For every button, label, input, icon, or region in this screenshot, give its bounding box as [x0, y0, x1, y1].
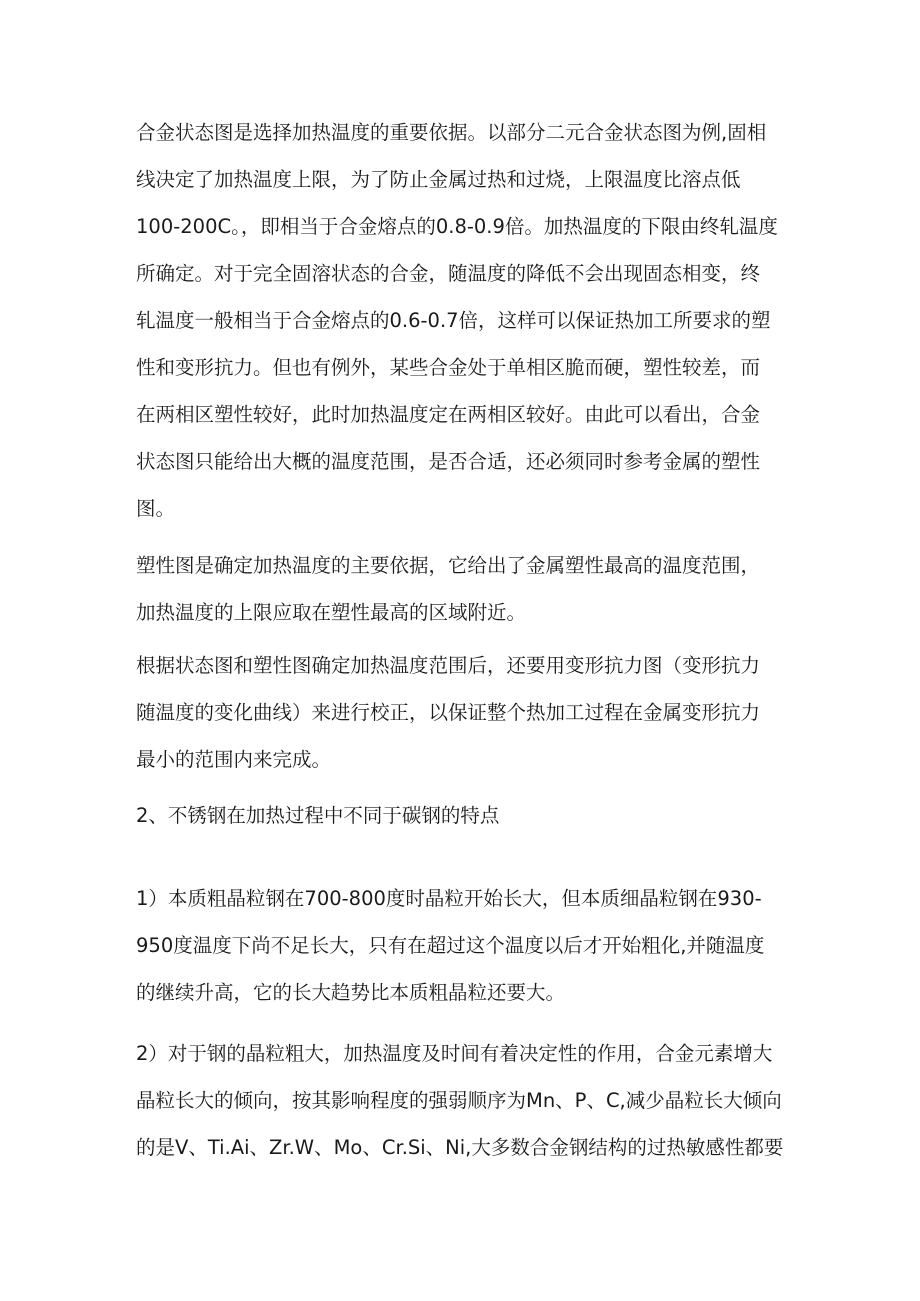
- text-line: 的是V、Ti.Ai、Zr.W、Mo、Cr.Si、Ni,大多数合金钢结构的过热敏感性都要: [136, 1136, 784, 1159]
- text-line: 线决定了加热温度上限，为了防止金属过热和过烧，上限温度比溶点低: [136, 168, 741, 191]
- text-line: 1）本质粗晶粒钢在700-800度时晶粒开始长大，但本质细晶粒钢在930-: [136, 887, 762, 910]
- text-line: 图。: [136, 497, 176, 520]
- text-line: 2）对于钢的晶粒粗大，加热温度及时间有着决定性的作用，合金元素增大: [136, 1042, 773, 1065]
- text-line: 随温度的变化曲线）来进行校正，以保证整个热加工过程在金属变形抗力: [136, 701, 761, 724]
- text-line: 所确定。对于完全固溶状态的合金，随温度的降低不会出现固态相变，终: [136, 262, 761, 285]
- section-heading: 2、不锈钢在加热过程中不同于碳钢的特点: [136, 804, 500, 827]
- text-line: 在两相区塑性较好，此时加热温度定在两相区较好。由此可以看出，合金: [136, 403, 761, 426]
- text-line: 合金状态图是选择加热温度的重要依据。以部分二元合金状态图为例,固相: [136, 121, 767, 144]
- text-line: 最小的范围内来完成。: [136, 748, 332, 771]
- text-line: 100-200C。，即相当于合金熔点的0.8-0.9倍。加热温度的下限由终轧温度: [136, 215, 778, 238]
- text-line: 晶粒长大的倾向，按其影响程度的强弱顺序为Mn、P、C,减少晶粒长大倾向: [136, 1089, 782, 1112]
- text-line: 950度温度下尚不足长大，只有在超过这个温度以后才开始粗化,并随温度: [136, 934, 765, 957]
- text-line: 塑性图是确定加热温度的主要依据，它给出了金属塑性最高的温度范围，: [136, 554, 761, 577]
- text-line: 根据状态图和塑性图确定加热温度范围后，还要用变形抗力图（变形抗力: [136, 654, 761, 677]
- text-line: 状态图只能给出大概的温度范围，是否合适，还必须同时参考金属的塑性: [136, 450, 761, 473]
- text-line: 加热温度的上限应取在塑性最高的区域附近。: [136, 601, 527, 624]
- text-line: 的继续升高，它的长大趋势比本质粗晶粒还要大。: [136, 981, 566, 1004]
- text-line: 性和变形抗力。但也有例外，某些合金处于单相区脆而硬，塑性较差，而: [136, 356, 761, 379]
- text-line: 轧温度一般相当于合金熔点的0.6-0.7倍，这样可以保证热加工所要求的塑: [136, 309, 771, 332]
